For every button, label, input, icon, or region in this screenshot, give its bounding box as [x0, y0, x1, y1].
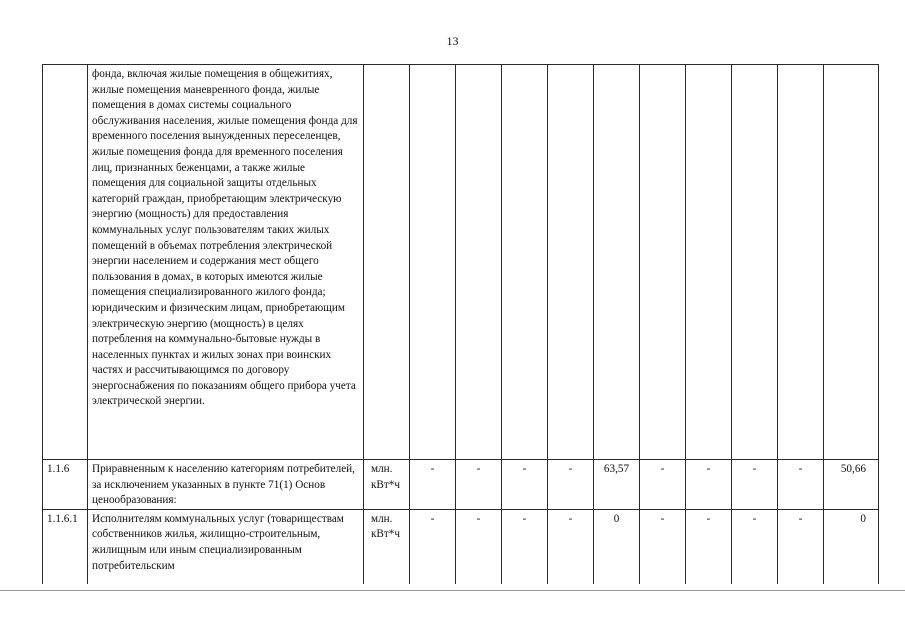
value-cell: -	[456, 460, 502, 510]
value-cell: 50,66	[824, 460, 879, 510]
value-cell: -	[732, 460, 778, 510]
value-cell	[824, 65, 879, 460]
value-cell	[640, 65, 686, 460]
description-text-part2: юридическим и физическим лицам, приобретающим электрическую энергию (мощность) в целях потребления на коммунально-бытовые нужды в населенных пунктах и жилых зонах при воинских частях и рассчитывающимся по договору энергоснабжения по показаниям общего прибора учета электрической энергии.	[92, 301, 356, 408]
table-row-continuation	[43, 65, 879, 460]
value-cell	[456, 65, 502, 460]
value-cell: -	[502, 509, 548, 584]
value-cell: -	[502, 460, 548, 510]
value-cell: -	[778, 460, 824, 510]
value-cell: 0	[594, 509, 640, 584]
table-row	[43, 509, 879, 584]
tariff-balance-table	[42, 64, 879, 584]
value-cell: -	[686, 460, 732, 510]
row-description-cell: Приравненным к населению категориям потребителей, за исключением указанных в пункте 71(1) Основ ценообразования:	[88, 460, 364, 510]
value-cell	[686, 65, 732, 460]
value-cell	[502, 65, 548, 460]
page-number: 13	[446, 34, 459, 48]
row-number-cell: 1.1.6	[43, 460, 88, 510]
row-description-cell	[88, 65, 364, 460]
unit-cell: млн. кВт*ч	[364, 509, 410, 584]
row-number-cell: 1.1.6.1	[43, 509, 88, 584]
unit-cell: млн. кВт*ч	[364, 460, 410, 510]
value-cell: -	[778, 509, 824, 584]
value-cell: 63,57	[594, 460, 640, 510]
description-text-part1: фонда, включая жилые помещения в общежитиях, жилые помещения маневренного фонда, жилые помещения в домах системы социального обслуживания населения, жилые помещения фонда для временного поселения вынужденных переселенцев, жилые помещения фонда для временного поселения лиц, признанных беженцами, а также жилые помещения для социальной защиты отдельных категорий граждан, приобретающим электрическую энергию (мощность) для предоставления коммунальных услуг пользователям таких жилых помещений в объемах потребления электрической энергии населением и содержания мест общего пользования в домах, в которых имеются жилые помещения специализированного жилого фонда;	[92, 68, 358, 299]
value-cell: -	[640, 509, 686, 584]
value-cell: 0	[824, 509, 879, 584]
value-cell: -	[410, 460, 456, 510]
value-cell: -	[686, 509, 732, 584]
table-row	[43, 460, 879, 510]
value-cell: -	[548, 460, 594, 510]
value-cell	[548, 65, 594, 460]
unit-cell	[364, 65, 410, 460]
value-cell	[410, 65, 456, 460]
row-number-cell	[43, 65, 88, 460]
page-bottom-edge	[0, 590, 905, 591]
value-cell	[778, 65, 824, 460]
value-cell: -	[732, 509, 778, 584]
value-cell: -	[410, 509, 456, 584]
value-cell: -	[548, 509, 594, 584]
value-cell: -	[456, 509, 502, 584]
value-cell	[594, 65, 640, 460]
row-description-cell: Исполнителям коммунальных услуг (товариществам собственников жилья, жилищно-строительным, жилищным или иным специализированным потребительским	[88, 509, 364, 584]
value-cell	[732, 65, 778, 460]
value-cell: -	[640, 460, 686, 510]
